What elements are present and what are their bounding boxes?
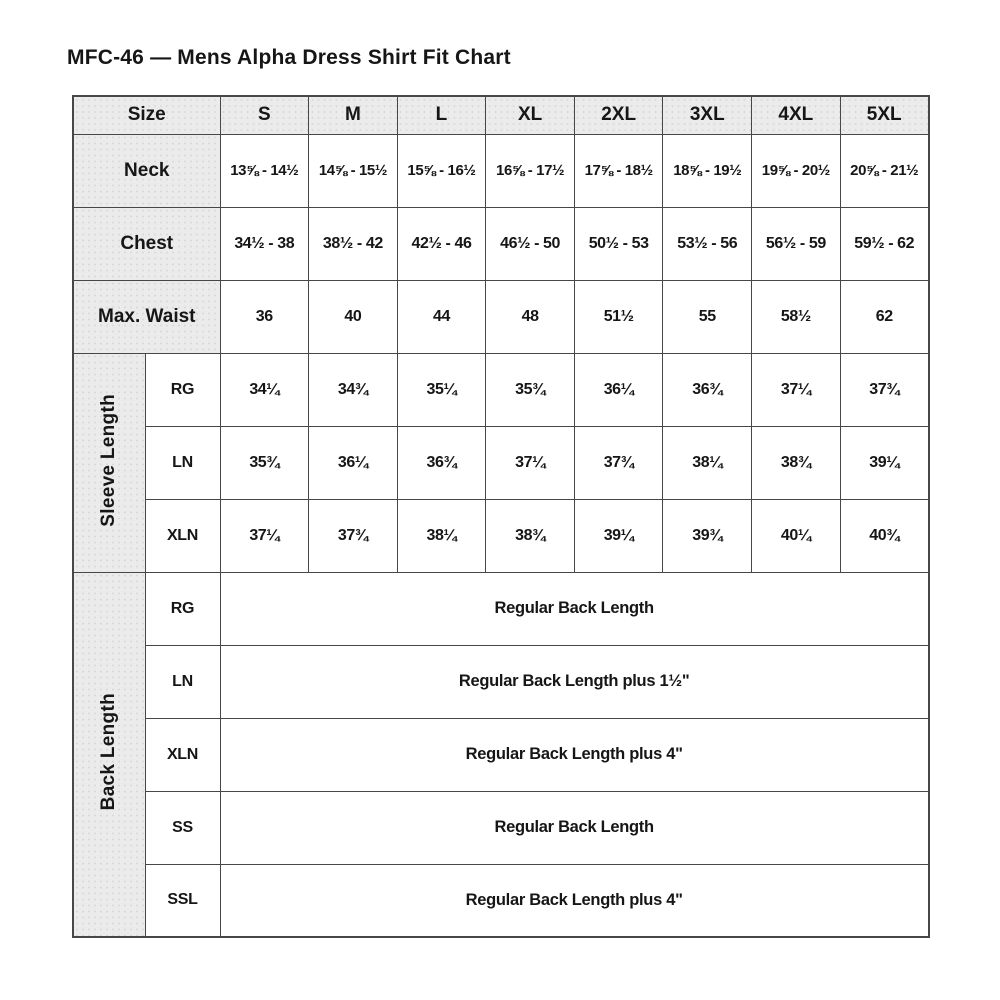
sleeve-rg-value-cell: 36¼ [574, 353, 663, 426]
sleeve-length-group-label [73, 353, 145, 572]
back-ln-sub-label: LN [145, 645, 220, 718]
chest-value-cell: 59½ - 62 [840, 207, 929, 280]
max-waist-row-label: Max. Waist [73, 280, 220, 353]
max-waist-value-cell: 58½ [752, 280, 841, 353]
chest-value-cell: 56½ - 59 [752, 207, 841, 280]
sleeve-xln-value-cell: 37¼ [220, 499, 309, 572]
back-ln-description-cell: Regular Back Length plus 1½" [220, 645, 929, 718]
chest-value-cell: 38½ - 42 [309, 207, 398, 280]
page-title: MFC-46 — Mens Alpha Dress Shirt Fit Chart [67, 46, 511, 69]
chest-value-cell: 42½ - 46 [397, 207, 486, 280]
neck-value-cell: 19⅝ - 20½ [752, 134, 841, 207]
sleeve-rg-value-cell: 35¼ [397, 353, 486, 426]
neck-value-cell: 16⅝ - 17½ [486, 134, 575, 207]
sleeve-ln-value-cell: 38¾ [752, 426, 841, 499]
neck-value-cell: 17⅝ - 18½ [574, 134, 663, 207]
max-waist-value-cell: 55 [663, 280, 752, 353]
sleeve-xln-value-cell: 40¼ [752, 499, 841, 572]
sleeve-rg-value-cell: 34¾ [309, 353, 398, 426]
corner-header-size: Size [73, 96, 220, 134]
sleeve-rg-value-cell: 36¾ [663, 353, 752, 426]
sleeve-xln-value-cell: 39¼ [574, 499, 663, 572]
sleeve-xln-value-cell: 40¾ [840, 499, 929, 572]
chest-value-cell: 50½ - 53 [574, 207, 663, 280]
sleeve-length-group-label-text: Sleeve Length [98, 393, 120, 527]
sleeve-ln-value-cell: 38¼ [663, 426, 752, 499]
back-xln-description-cell: Regular Back Length plus 4" [220, 718, 929, 791]
sleeve-rg-value-cell: 34¼ [220, 353, 309, 426]
back-length-xln-row [73, 718, 929, 791]
back-length-ss-row [73, 791, 929, 864]
sleeve-ln-value-cell: 37¼ [486, 426, 575, 499]
neck-value-cell: 13⅝ - 14½ [220, 134, 309, 207]
chest-value-cell: 46½ - 50 [486, 207, 575, 280]
sleeve-xln-sub-label: XLN [145, 499, 220, 572]
sleeve-rg-value-cell: 37¾ [840, 353, 929, 426]
size-col-header-s: S [220, 96, 309, 134]
sleeve-length-rg-row [73, 353, 929, 426]
back-xln-sub-label: XLN [145, 718, 220, 791]
sleeve-ln-value-cell: 37¾ [574, 426, 663, 499]
sleeve-xln-value-cell: 38¾ [486, 499, 575, 572]
size-header-row [73, 96, 929, 134]
size-col-header-xl: XL [486, 96, 575, 134]
neck-row [73, 134, 929, 207]
chest-value-cell: 53½ - 56 [663, 207, 752, 280]
back-ssl-description-cell: Regular Back Length plus 4" [220, 864, 929, 937]
back-rg-description-cell: Regular Back Length [220, 572, 929, 645]
size-col-header-5xl: 5XL [840, 96, 929, 134]
sleeve-xln-value-cell: 37¾ [309, 499, 398, 572]
sleeve-xln-value-cell: 39¾ [663, 499, 752, 572]
max-waist-value-cell: 62 [840, 280, 929, 353]
size-col-header-l: L [397, 96, 486, 134]
chest-row-label: Chest [73, 207, 220, 280]
sleeve-length-ln-row [73, 426, 929, 499]
max-waist-value-cell: 48 [486, 280, 575, 353]
chest-value-cell: 34½ - 38 [220, 207, 309, 280]
neck-value-cell: 20⅝ - 21½ [840, 134, 929, 207]
size-col-header-3xl: 3XL [663, 96, 752, 134]
size-col-header-4xl: 4XL [752, 96, 841, 134]
max-waist-value-cell: 40 [309, 280, 398, 353]
back-ss-description-cell: Regular Back Length [220, 791, 929, 864]
back-ss-sub-label: SS [145, 791, 220, 864]
back-rg-sub-label: RG [145, 572, 220, 645]
back-length-group-label [73, 572, 145, 937]
neck-value-cell: 18⅝ - 19½ [663, 134, 752, 207]
back-length-ln-row [73, 645, 929, 718]
sleeve-ln-sub-label: LN [145, 426, 220, 499]
sleeve-xln-value-cell: 38¼ [397, 499, 486, 572]
sleeve-rg-value-cell: 35¾ [486, 353, 575, 426]
back-length-rg-row [73, 572, 929, 645]
sleeve-rg-sub-label: RG [145, 353, 220, 426]
sleeve-ln-value-cell: 36¾ [397, 426, 486, 499]
neck-value-cell: 14⅝ - 15½ [309, 134, 398, 207]
size-col-header-m: M [309, 96, 398, 134]
back-ssl-sub-label: SSL [145, 864, 220, 937]
max-waist-value-cell: 51½ [574, 280, 663, 353]
sleeve-ln-value-cell: 35¾ [220, 426, 309, 499]
back-length-ssl-row [73, 864, 929, 937]
size-col-header-2xl: 2XL [574, 96, 663, 134]
sleeve-length-xln-row [73, 499, 929, 572]
neck-row-label: Neck [73, 134, 220, 207]
max-waist-row [73, 280, 929, 353]
back-length-group-label-text: Back Length [98, 693, 120, 811]
max-waist-value-cell: 36 [220, 280, 309, 353]
fit-table [72, 95, 930, 938]
max-waist-value-cell: 44 [397, 280, 486, 353]
sleeve-rg-value-cell: 37¼ [752, 353, 841, 426]
sleeve-ln-value-cell: 36¼ [309, 426, 398, 499]
neck-value-cell: 15⅝ - 16½ [397, 134, 486, 207]
chest-row [73, 207, 929, 280]
sleeve-ln-value-cell: 39¼ [840, 426, 929, 499]
